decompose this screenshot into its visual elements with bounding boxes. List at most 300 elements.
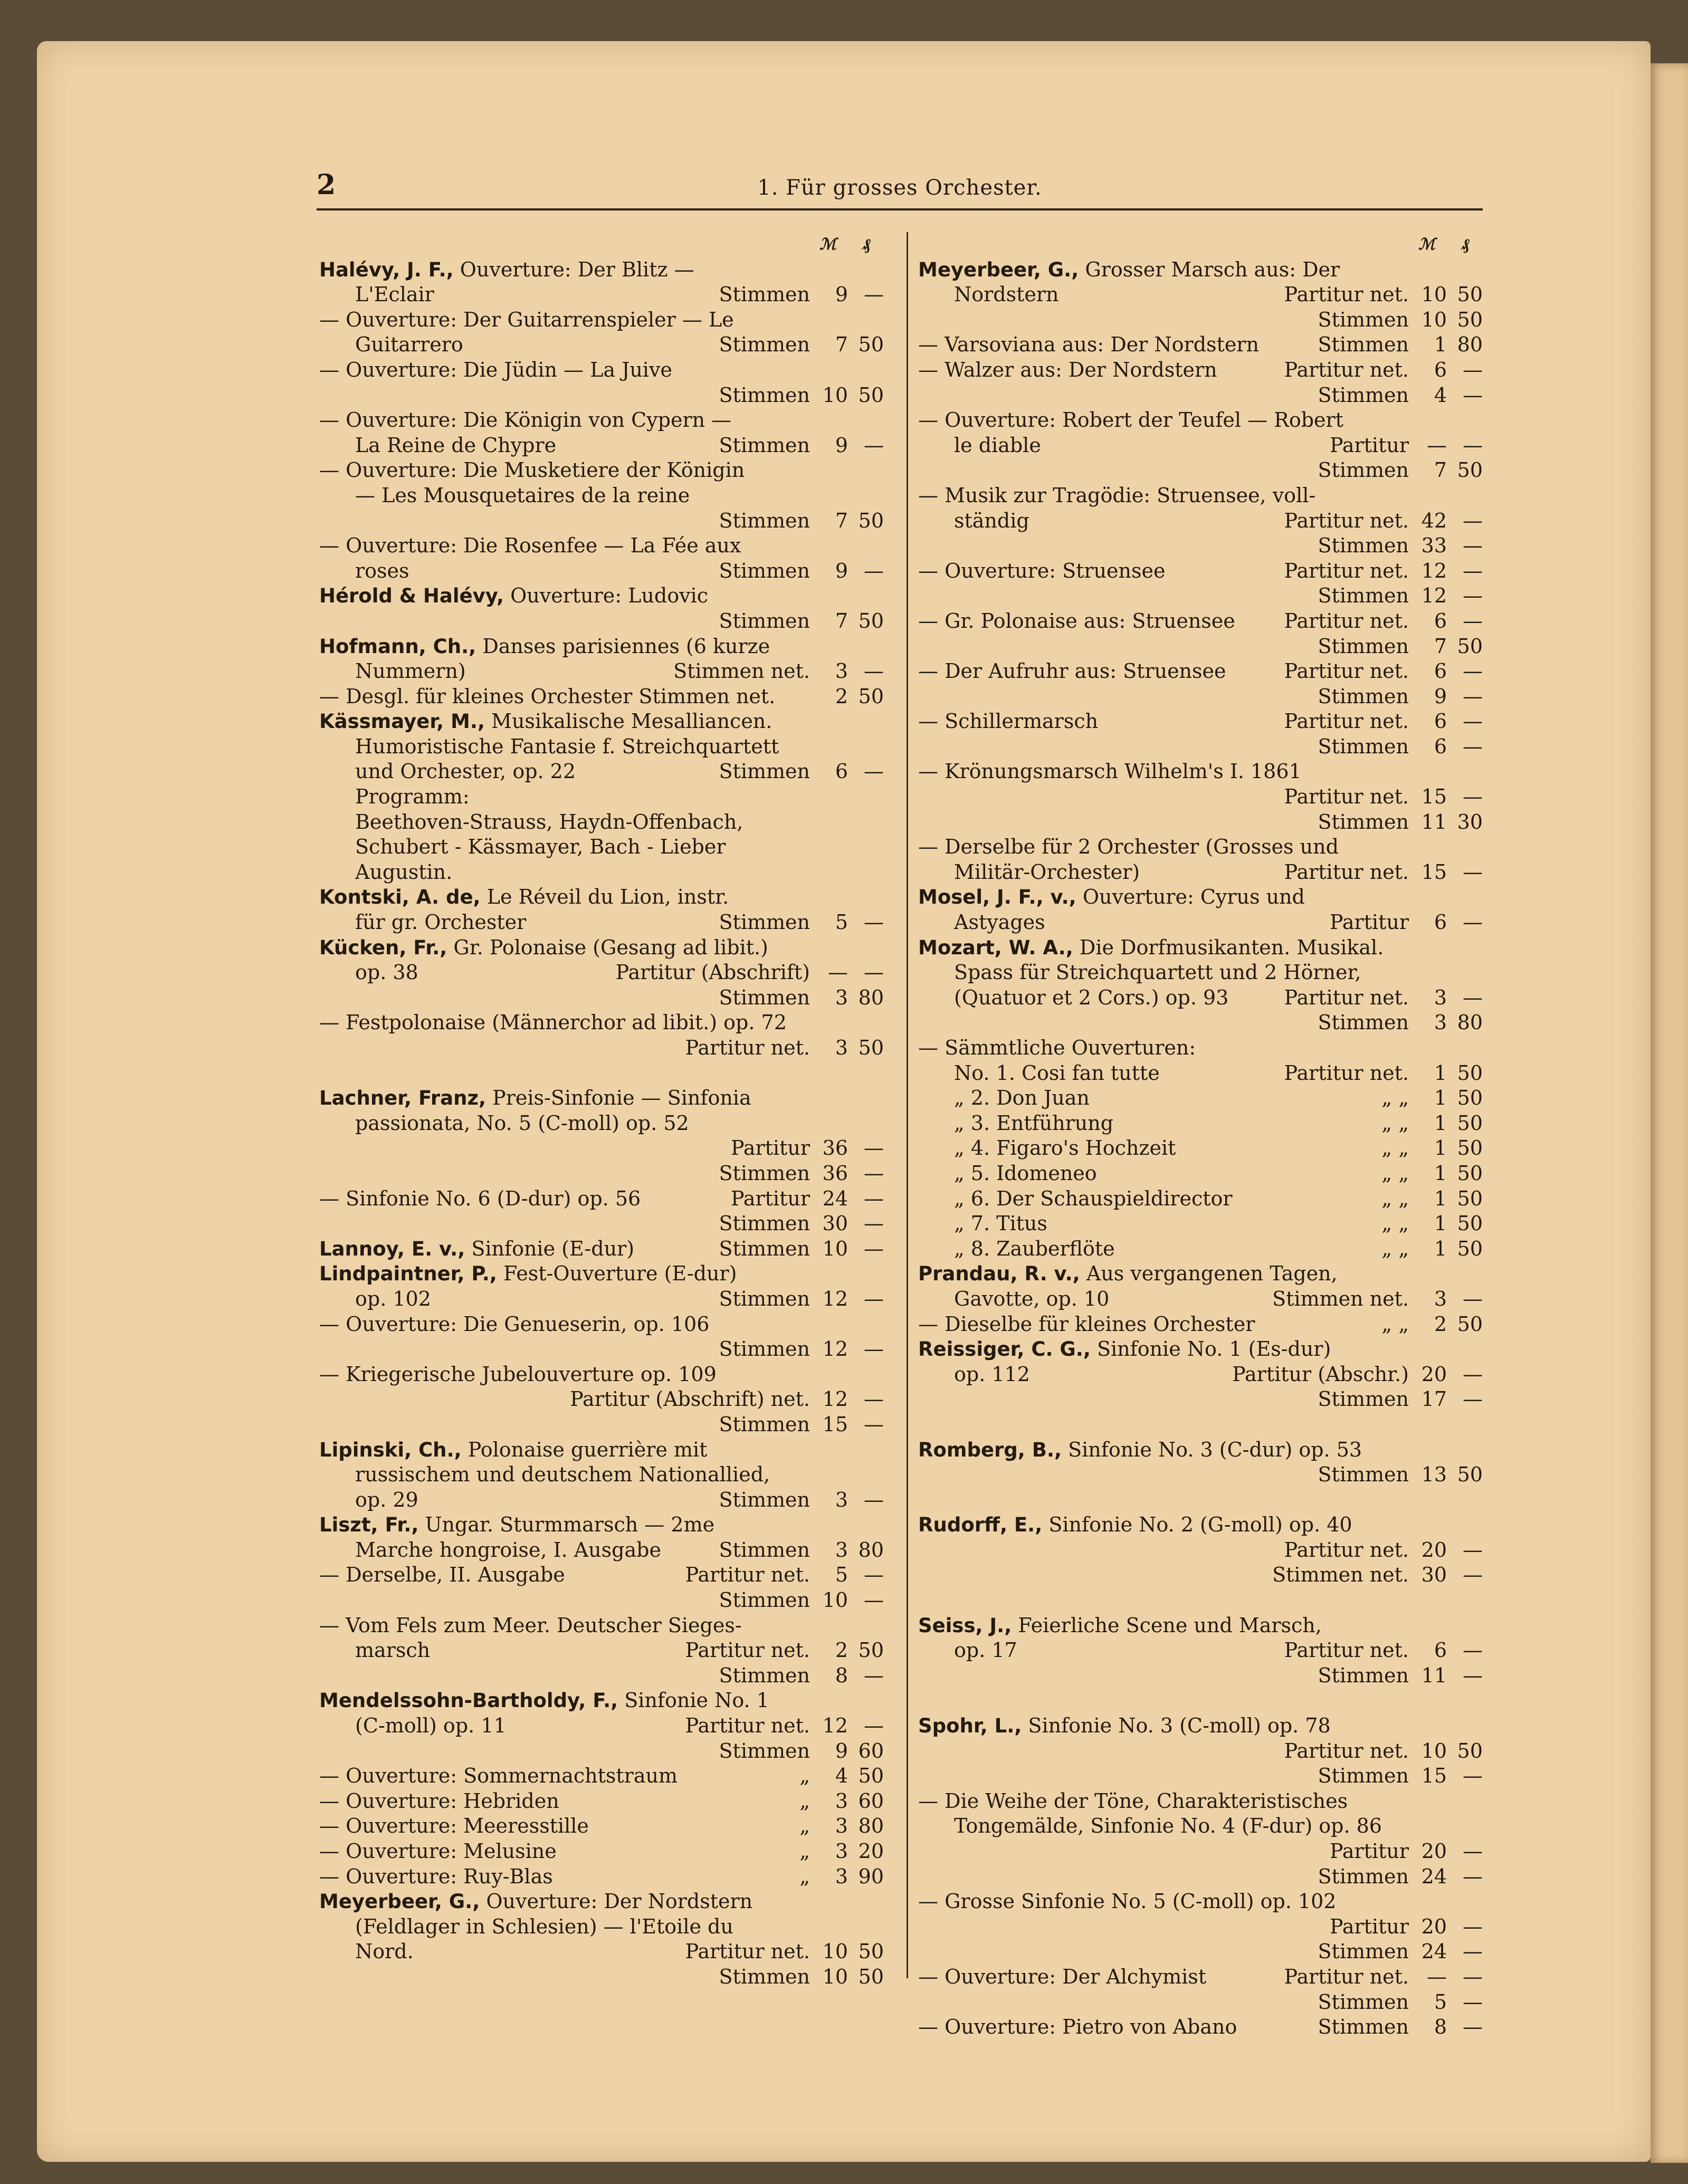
composer-name: Liszt, Fr., [319,1514,419,1537]
price-mark: 1 [1434,1086,1447,1110]
price-mark: 15 [1421,1764,1447,1788]
catalogue-row [918,1237,1483,1262]
catalogue-row [319,835,884,860]
catalogue-row [319,1161,884,1186]
catalogue-row [319,383,884,408]
edition-label: Stimmen [1318,458,1409,482]
catalogue-row [918,759,1483,784]
edition-label: Partitur [1329,1914,1409,1938]
edition-label: Stimmen net. [1272,1287,1409,1310]
price-pfennig [848,533,884,559]
catalogue-row [918,509,1483,534]
catalogue-row [319,659,884,684]
catalogue-row [918,1538,1483,1563]
edition-label: Stimmen [1318,1940,1409,1963]
entry-text: — Musik zur Tragödie: Struensee, voll- [918,483,1316,507]
entry-description [918,1538,1278,1563]
edition-label: Partitur (Abschr.) [1232,1362,1409,1386]
edition-label: „ „ [1381,1237,1409,1260]
catalogue-row [918,1161,1483,1186]
price-mark: 4 [835,1764,848,1788]
catalogue-row [918,659,1483,684]
entry-text: Nord. [355,1940,414,1963]
edition-label: Stimmen [1318,1764,1409,1788]
entry-text: No. 1. Cosi fan tutte [954,1061,1160,1085]
price-pfennig [1447,1789,1483,1814]
entry-description [355,1488,713,1513]
price-mark: 24 [1421,1864,1447,1888]
price-pfennig [848,810,884,835]
entry-description [319,1261,810,1287]
price-pfennig: — [1463,534,1483,558]
entry-description [355,1538,713,1563]
edition-label: Partitur net. [1284,860,1409,884]
price-mark [810,483,848,509]
composer-name: Lannoy, E. v., [319,1237,465,1260]
price-mark [810,1312,848,1337]
price-mark [1409,960,1447,985]
edition-label: Partitur net. [1284,1061,1409,1085]
edition-label: Partitur net. [1284,710,1409,733]
price-pfennig [1447,835,1483,860]
entry-description [355,1914,810,1940]
entry-text: op. 29 [355,1488,418,1511]
edition-label: Stimmen [1318,734,1409,758]
edition-label: Stimmen [719,1161,810,1185]
price-pfennig [848,835,884,860]
adjacent-page-edge [1651,63,1688,2163]
price-pfennig: — [1463,383,1483,407]
price-mark [1409,1438,1447,1463]
price-mark: 20 [1421,1538,1447,1562]
price-mark [810,1462,848,1488]
price-mark [810,1914,848,1940]
price-mark [810,1438,848,1463]
entry-description [319,1086,810,1111]
price-pfennig: 50 [1457,1463,1483,1487]
price-mark [1409,1337,1447,1362]
catalogue-row [918,282,1483,308]
price-pfennig [848,308,884,333]
catalogue-row [319,1638,884,1663]
edition-label: Stimmen [719,433,810,457]
entry-description [319,1688,810,1713]
entry-description [355,483,810,509]
catalogue-row [319,257,884,283]
entry-description [355,1713,679,1739]
price-pfennig: 50 [1457,634,1483,658]
edition-label: Partitur [730,1186,810,1210]
catalogue-row [918,960,1483,985]
price-pfennig: — [1463,609,1483,633]
catalogue-row [918,1287,1483,1312]
catalogue-row [918,1387,1483,1412]
price-mark: 3 [835,1538,848,1562]
edition-label: Stimmen [1318,383,1409,407]
price-pfennig [1447,960,1483,985]
entry-text: — Ouverture: Die Rosenfee — La Fée aux [319,534,741,558]
price-mark [1409,759,1447,784]
price-pfennig: — [864,1387,884,1411]
edition-label: Stimmen [719,1663,810,1687]
price-mark: 1 [1434,1111,1447,1135]
entry-text: (C-moll) op. 11 [355,1714,507,1738]
entry-description [918,1512,1409,1538]
price-mark: 1 [1434,1212,1447,1235]
price-mark: 12 [822,1714,848,1738]
entry-description [918,483,1409,509]
price-mark: 30 [1421,1563,1447,1587]
price-mark [1409,408,1447,433]
catalogue-row [319,1237,884,1262]
price-mark: 36 [822,1161,848,1185]
price-mark [810,533,848,559]
price-mark [810,885,848,910]
price-pfennig: — [1463,659,1483,683]
composer-name: Prandau, R. v., [918,1262,1080,1286]
right-entry-list [918,257,1483,2040]
catalogue-row [319,1789,884,1814]
price-mark: 3 [835,1840,848,1863]
price-pfennig: 50 [858,609,884,633]
price-mark: 6 [1434,1639,1447,1662]
catalogue-row [918,784,1483,810]
catalogue-row [319,634,884,659]
entry-text: Gr. Polonaise (Gesang ad libit.) [447,935,768,959]
catalogue-row [918,1186,1483,1212]
price-pfennig: — [1463,1840,1483,1863]
entry-description [918,759,1409,784]
entry-description [918,659,1278,684]
entry-text: — Ouverture: Die Königin von Cypern — [319,408,732,432]
price-mark: 12 [1421,559,1447,582]
entry-description [918,583,1312,609]
entry-text: Ouverture: Der Nordstern [480,1890,753,1913]
price-mark: — [828,961,848,984]
entry-description [918,1990,1312,2015]
entry-text: — Ouverture: Robert der Teufel — Robert [918,408,1343,432]
right-column [918,232,1483,2040]
price-pfennig: 50 [1457,1739,1483,1762]
catalogue-row [918,734,1483,760]
catalogue-row [319,1914,884,1940]
composer-name: Lachner, Franz, [319,1087,487,1110]
entry-description [319,1337,713,1362]
price-pfennig [848,358,884,383]
composer-name: Mosel, J. F., v., [918,886,1076,909]
price-pfennig: 50 [1457,1212,1483,1235]
catalogue-row [918,358,1483,383]
entry-description [918,308,1312,333]
price-pfennig [848,1438,884,1463]
price-pfennig: — [1463,1387,1483,1411]
price-mark: 5 [835,1563,848,1587]
price-mark: 20 [1421,1362,1447,1386]
price-mark: 12 [822,1337,848,1361]
catalogue-row [918,1864,1483,1890]
catalogue-row [918,1638,1483,1663]
price-mark: 30 [822,1212,848,1235]
price-pfennig: — [864,1186,884,1210]
composer-name: Spohr, L., [918,1714,1022,1738]
entry-description [918,885,1409,910]
catalogue-row [918,1914,1483,1940]
price-pfennig: — [1463,1663,1483,1687]
price-pfennig: 50 [1457,1086,1483,1110]
price-pfennig [848,1688,884,1713]
entry-text: op. 17 [954,1639,1017,1662]
entry-description [319,709,810,734]
catalogue-row [319,1036,884,1061]
price-pfennig: — [1463,710,1483,733]
price-pfennig: — [864,961,884,984]
edition-label: Partitur net. [685,1940,810,1963]
entry-description [319,985,713,1011]
entry-description [918,609,1278,634]
entry-description [918,1613,1409,1639]
entry-text: — Schillermarsch [918,710,1099,733]
price-pfennig [1447,1036,1483,1061]
entry-description [918,1713,1409,1739]
entry-text: op. 38 [355,961,418,984]
price-pfennig: — [1463,358,1483,381]
catalogue-row [319,1438,884,1463]
price-pfennig: 50 [858,383,884,407]
edition-label: Stimmen [1318,684,1409,708]
entry-text: Nummern) [355,659,466,683]
price-pfennig [1447,1889,1483,1914]
entry-description [319,1161,713,1186]
price-pfennig [848,1462,884,1488]
price-mark: 9 [835,559,848,582]
price-pfennig [848,885,884,910]
catalogue-row [319,408,884,433]
entry-description [319,1362,810,1387]
catalogue-row [319,1211,884,1237]
catalogue-row [319,1814,884,1839]
catalogue-row [319,1312,884,1337]
edition-label: Stimmen [1318,1463,1409,1487]
catalogue-row [319,1186,884,1212]
entry-description [319,1814,793,1839]
entry-description [355,1111,810,1136]
entry-text: — Desgl. für kleines Orchester Stimmen net. [319,684,776,708]
spacer [918,1488,1483,1513]
entry-text: — Derselbe für 2 Orchester (Grosses und [918,835,1339,859]
price-pfennig [848,634,884,659]
entry-description [918,1563,1266,1588]
catalogue-row [319,483,884,509]
price-mark [1409,1261,1447,1287]
catalogue-row [319,1412,884,1438]
catalogue-row [319,1588,884,1613]
catalogue-row [319,935,884,961]
entry-text: — Der Aufruhr aus: Struensee [918,659,1226,683]
entry-description [319,634,810,659]
price-pfennig: — [1463,1639,1483,1662]
price-pfennig: — [1463,1764,1483,1788]
entry-text: — Ouverture: Meeresstille [319,1814,589,1838]
composer-name: Romberg, B., [918,1438,1062,1461]
entry-description [954,433,1323,458]
price-pfennig: — [1463,1940,1483,1963]
edition-label: Stimmen net. [1272,1563,1409,1587]
entry-description [954,1237,1376,1262]
entry-description [319,1739,713,1764]
entry-description [954,1061,1278,1086]
entry-description [918,257,1409,283]
price-mark: 3 [835,1488,848,1511]
entry-text: — Gr. Polonaise aus: Struensee [918,609,1235,633]
edition-label: Partitur (Abschrift) [615,961,810,984]
price-mark: 36 [822,1136,848,1160]
price-mark: 10 [822,1588,848,1612]
entry-description [319,1512,810,1538]
price-pfennig [848,1889,884,1914]
entry-text: — Die Weihe der Töne, Charakteristisches [918,1789,1348,1813]
price-pfennig: — [864,433,884,457]
price-pfennig: — [864,1488,884,1511]
left-entry-list [319,257,884,1990]
catalogue-row [918,609,1483,634]
entry-text: — Sämmtliche Ouverturen: [918,1036,1196,1059]
catalogue-row [918,1036,1483,1061]
catalogue-row [319,458,884,483]
price-mark [810,1613,848,1639]
price-pfennig [1447,1438,1483,1463]
entry-description [319,1889,810,1914]
price-mark: 2 [1434,1312,1447,1336]
edition-label: Stimmen [1318,584,1409,608]
edition-label: Stimmen [719,760,810,783]
catalogue-row [319,985,884,1011]
price-pfennig: — [864,1136,884,1160]
entry-description [918,1663,1312,1689]
entry-text: op. 112 [954,1362,1030,1386]
catalogue-row [319,583,884,609]
entry-text: Sinfonie No. 3 (C-moll) op. 78 [1022,1714,1331,1738]
composer-name: Lipinski, Ch., [319,1438,462,1461]
catalogue-row [319,1488,884,1513]
entry-text: — Ouverture: Struensee [918,559,1166,582]
price-mark: 3 [1434,985,1447,1009]
entry-text: Beethoven-Strauss, Haydn-Offenbach, [355,810,743,834]
edition-label: Partitur net. [1284,1739,1409,1762]
entry-text: — Ouverture: Der Alchymist [918,1965,1207,1988]
entry-description [918,1965,1278,1990]
catalogue-row [918,1663,1483,1689]
edition-label: Stimmen [719,1287,810,1310]
price-pfennig [848,583,884,609]
catalogue-row [918,910,1483,935]
price-pfennig: 80 [858,1814,884,1838]
entry-description [319,1438,810,1463]
price-mark [810,835,848,860]
price-mark: 15 [1421,860,1447,884]
pfennig-currency-label: ₰ [1462,235,1470,254]
price-mark: — [1427,433,1447,457]
catalogue-row [918,408,1483,433]
entry-description [918,634,1312,659]
entry-text: marsch [355,1639,431,1662]
edition-label: Stimmen [1318,308,1409,331]
catalogue-row [918,1261,1483,1287]
price-pfennig [848,734,884,760]
price-pfennig: — [864,283,884,306]
entry-description [355,810,810,835]
entry-description [319,1237,713,1262]
composer-name: Reissiger, C. G., [918,1338,1091,1361]
entry-text: Spass für Streichquartett und 2 Hörner, [954,961,1361,984]
price-pfennig [1447,408,1483,433]
price-pfennig: — [1463,684,1483,708]
entry-text: le diable [954,433,1041,457]
edition-label: Partitur [1329,911,1409,934]
catalogue-row [319,1613,884,1639]
entry-description [319,1613,810,1639]
catalogue-row [319,533,884,559]
catalogue-row [319,784,884,810]
price-pfennig: 50 [858,333,884,357]
entry-text: (Feldlager in Schlesien) — l'Etoile du [355,1914,733,1938]
entry-text: Astyages [954,911,1045,934]
price-mark [1409,885,1447,910]
price-pfennig: — [1463,1990,1483,2014]
price-mark: 7 [835,609,848,633]
entry-text: La Reine de Chypre [355,433,557,457]
entry-description [355,559,713,584]
entry-description [355,1462,810,1488]
entry-text: Aus vergangenen Tagen, [1080,1262,1338,1286]
edition-label: „ „ [1381,1136,1409,1160]
edition-label: Stimmen [1318,810,1409,834]
entry-text: — Sinfonie No. 6 (D-dur) op. 56 [319,1186,641,1210]
price-pfennig: — [1463,509,1483,532]
price-pfennig [1447,885,1483,910]
price-pfennig: — [1463,1563,1483,1587]
entry-text: Le Réveil du Lion, instr. [480,885,729,909]
price-mark: 13 [1421,1463,1447,1487]
price-pfennig: — [1463,785,1483,809]
catalogue-row [319,1939,884,1965]
entry-description [954,985,1278,1011]
catalogue-row [918,709,1483,734]
entry-text: Fest-Ouverture (E-dur) [497,1262,737,1286]
column-divider [907,232,908,1978]
price-pfennig: 80 [858,985,884,1009]
catalogue-row [319,308,884,333]
entry-description [954,1638,1278,1663]
price-pfennig: 60 [858,1739,884,1762]
price-pfennig: — [864,1563,884,1587]
composer-name: Meyerbeer, G., [918,258,1079,281]
price-mark: 6 [1434,734,1447,758]
composer-name: Hofmann, Ch., [319,635,476,658]
edition-label: Stimmen net. [673,659,810,683]
price-mark: 20 [1421,1914,1447,1938]
price-mark: 6 [1434,710,1447,733]
entry-text: — Varsoviana aus: Der Nordstern [918,333,1259,357]
catalogue-row [319,1261,884,1287]
edition-label: Partitur net. [1284,1538,1409,1562]
catalogue-row [918,2015,1483,2040]
entry-text: — Ouverture: Ruy-Blas [319,1864,553,1888]
entry-text: — Dieselbe für kleines Orchester [918,1312,1255,1336]
entry-description [918,1789,1409,1814]
entry-description [319,1864,793,1890]
entry-text: Sinfonie No. 3 (C-dur) op. 53 [1062,1438,1362,1461]
price-mark: 7 [835,333,848,357]
